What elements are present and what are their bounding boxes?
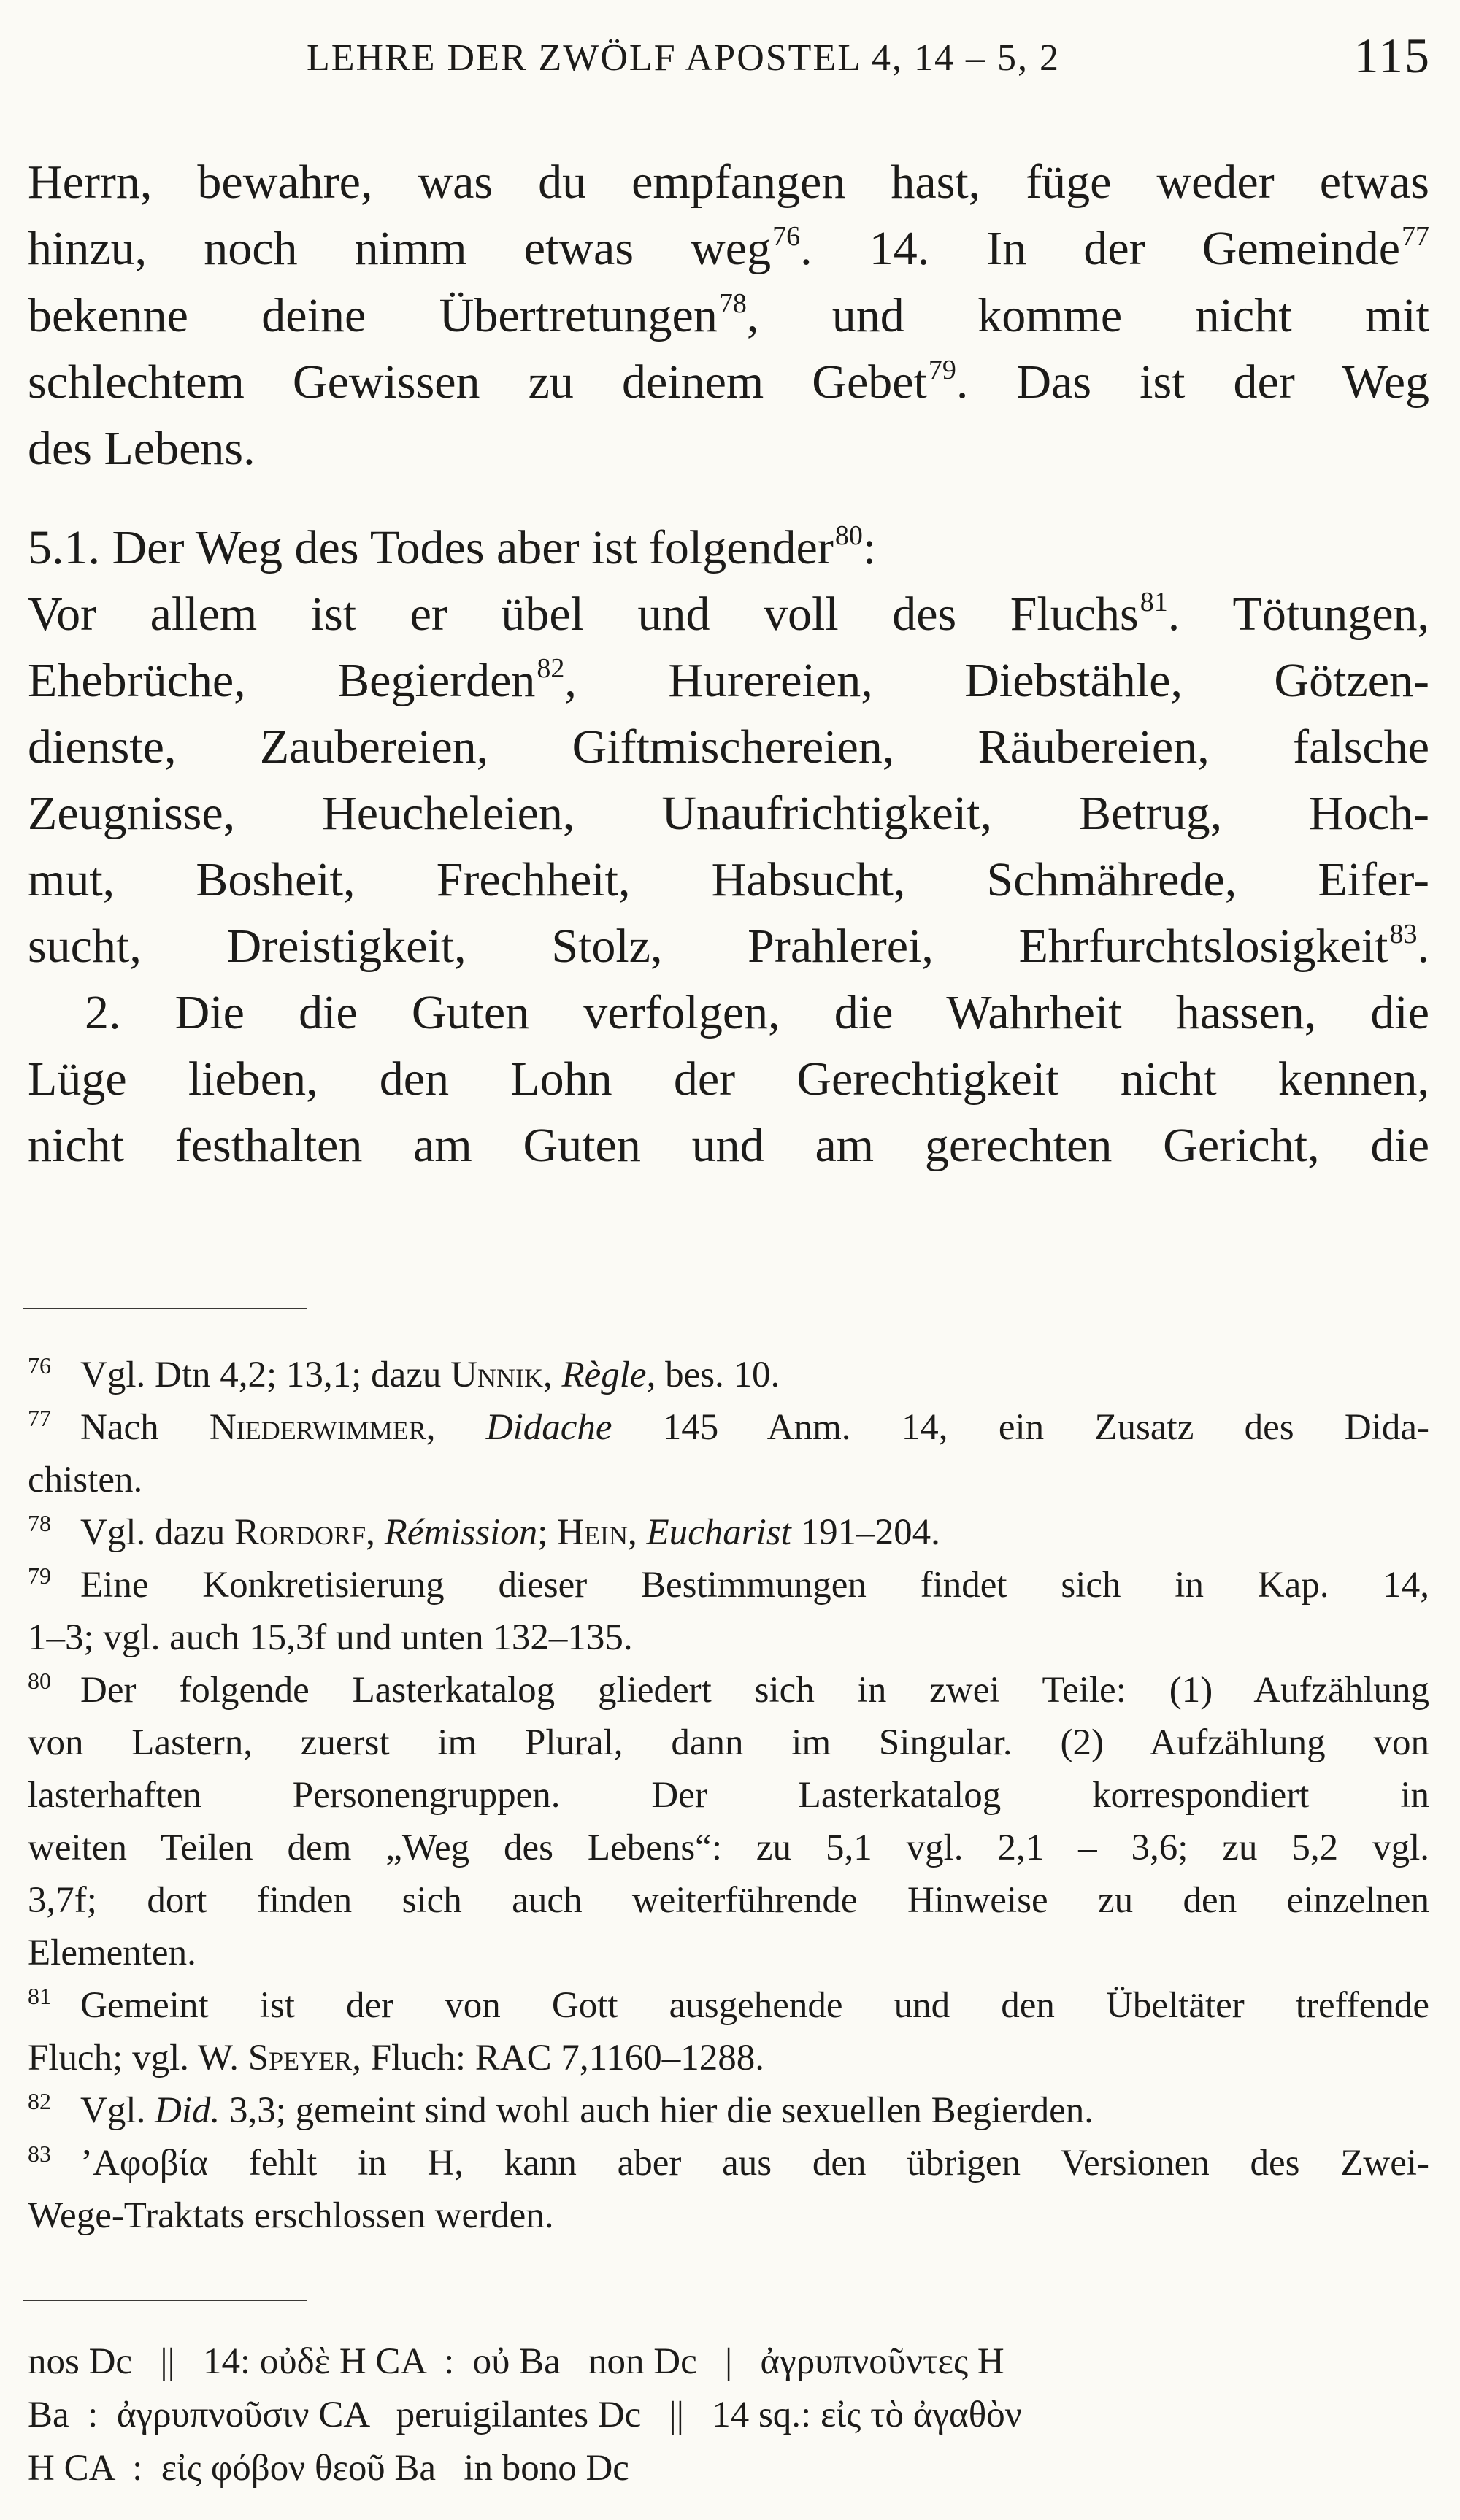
text-line: sucht, Dreistigkeit, Stolz, Prahlerei, Ehrfurchtslosigkeit$^{83}$. [28, 919, 1429, 973]
apparatus-separator [23, 2300, 307, 2301]
apparatus-line: nos Dc || 14: οὐδὲ H CA : οὐ Ba non Dc | ἀγρυπνοῦντες H [28, 2341, 1004, 2382]
footnote-79: 79 Eine Konkretisierung dieser Bestimmungen findet sich in Kap. 14, [28, 1559, 1429, 1611]
footnote-ref[interactable]: 80 [834, 520, 863, 551]
footnote-number: 76 [28, 1352, 51, 1379]
section-heading-line: 5.1. Der Weg des Todes aber ist folgender$^{80}$: [28, 520, 877, 574]
footnote-82: 82 Vgl. Did. 3,3; gemeint sind wohl auch hier die sexuellen Begierden. [28, 2084, 1429, 2137]
page-header [307, 29, 1431, 88]
footnote-ref[interactable]: 78 [718, 288, 747, 319]
footnote-number: 82 [28, 2088, 51, 2114]
footnote-78: 78 Vgl. dazu Rordorf, Rémission; Hein, Eucharist 191–204. [28, 1506, 1429, 1559]
apparatus-line: H CA : εἰς φόβον θεοῦ Ba in bono Dc [28, 2448, 629, 2489]
footnote-number: 79 [28, 1563, 51, 1589]
text-line: nicht festhalten am Guten und am gerechten Gericht, die [28, 1119, 1429, 1172]
footnote-ref[interactable]: 77 [1402, 221, 1429, 252]
footnote-77-cont: chisten. [28, 1460, 143, 1500]
text-line: hinzu, noch nimm etwas weg$^{76}$. 14. In der Gemeinde$^{77}$ [28, 221, 1429, 275]
page-number: 115 [1353, 28, 1431, 83]
footnote-ref[interactable]: 79 [928, 355, 956, 385]
text-line: Vor allem ist er übel und voll des Fluchs$^{81}$. Tötungen, [28, 587, 1429, 641]
footnote-81: 81 Gemeint ist der von Gott ausgehende und den Übeltäter treffende [28, 1979, 1429, 2032]
text-line: schlechtem Gewissen zu deinem Gebet$^{79}$. Das ist der Weg [28, 355, 1429, 409]
footnote-80: 80 Der folgende Lasterkatalog gliedert sich in zwei Teile: (1) Aufzählung [28, 1664, 1429, 1716]
text-line: Herrn, bewahre, was du empfangen hast, füge weder etwas [28, 155, 1429, 209]
footnote-separator [23, 1308, 307, 1309]
footnote-number: 77 [28, 1405, 51, 1431]
text-line: Ehebrüche, Begierden$^{82}$, Hurereien, Diebstähle, Götzen- [28, 653, 1429, 707]
footnote-number: 78 [28, 1510, 51, 1536]
text-line: des Lebens. [28, 422, 256, 475]
footnote-81-cont: Fluch; vgl. W. Speyer, Fluch: RAC 7,1160–1288. [28, 2038, 764, 2078]
text-line: 2. Die die Guten verfolgen, die Wahrheit hassen, die [85, 986, 1429, 1039]
footnote-ref[interactable]: 83 [1389, 919, 1418, 949]
text-line: bekenne deine Übertretungen$^{78}$, und komme nicht mit [28, 288, 1429, 342]
text-line: Lüge lieben, den Lohn der Gerechtigkeit nicht kennen, [28, 1052, 1429, 1106]
footnote-76: 76 Vgl. Dtn 4,2; 13,1; dazu Unnik, Règle, bes. 10. [28, 1349, 1429, 1401]
footnote-83: 83 ’Αφοβία fehlt in H, kann aber aus den übrigen Versionen des Zwei- [28, 2137, 1429, 2189]
footnote-83-cont: Wege-Traktats erschlossen werden. [28, 2195, 554, 2236]
footnote-number: 83 [28, 2141, 51, 2167]
running-title: LEHRE DER ZWÖLF APOSTEL 4, 14 – 5, 2 [307, 37, 1061, 79]
footnote-79-cont: 1–3; vgl. auch 15,3f und unten 132–135. [28, 1617, 633, 1658]
footnote-ref[interactable]: 82 [537, 653, 565, 684]
footnote-number: 81 [28, 1983, 51, 2009]
apparatus-line: Ba : ἀγρυπνοῦσιν CA peruigilantes Dc || 14 sq.: εἰς τὸ ἀγαθὸν [28, 2394, 1022, 2435]
footnote-80-cont: weiten Teilen dem „Weg des Lebens“: zu 5,1 vgl. 2,1 – 3,6; zu 5,2 vgl. [28, 1827, 1429, 1868]
footnote-80-cont: 3,7f; dort finden sich auch weiterführende Hinweise zu den einzelnen [28, 1880, 1429, 1921]
footnote-number: 80 [28, 1668, 51, 1694]
text-line: Zeugnisse, Heucheleien, Unaufrichtigkeit, Betrug, Hoch- [28, 787, 1429, 840]
text-line: mut, Bosheit, Frechheit, Habsucht, Schmährede, Eifer- [28, 853, 1429, 906]
footnote-80-cont: lasterhaften Personengruppen. Der Lasterkatalog korrespondiert in [28, 1775, 1429, 1816]
footnote-ref[interactable]: 76 [772, 221, 801, 252]
footnote-80-cont: Elementen. [28, 1933, 196, 1973]
footnote-ref[interactable]: 81 [1140, 587, 1168, 617]
footnote-77: 77 Nach Niederwimmer, Didache 145 Anm. 14, ein Zusatz des Dida- [28, 1401, 1429, 1454]
footnote-80-cont: von Lastern, zuerst im Plural, dann im Singular. (2) Aufzählung von [28, 1722, 1429, 1763]
text-line: dienste, Zaubereien, Giftmischereien, Räubereien, falsche [28, 720, 1429, 774]
